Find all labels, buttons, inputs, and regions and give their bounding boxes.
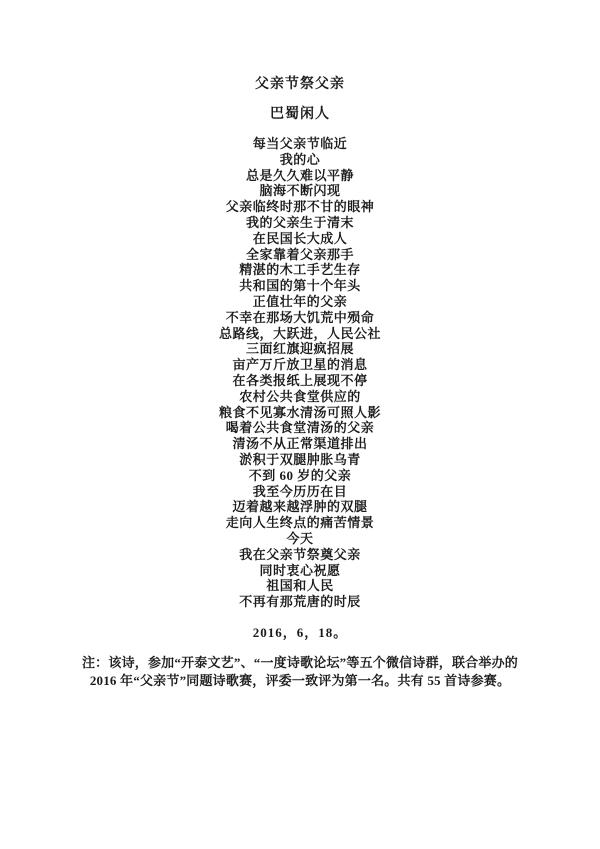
poem-line: 共和国的第十个年头 [239, 278, 361, 294]
poem-date: 2016，6，18。 [252, 624, 348, 640]
poem-line: 总是久久难以平静 [245, 167, 354, 183]
poem-line: 同时衷心祝愿 [259, 562, 341, 578]
poem-line: 全家靠着父亲那手 [245, 246, 354, 262]
poem-line: 我的心 [279, 151, 321, 167]
poem-line: 父亲临终时那不甘的眼神 [225, 199, 375, 215]
poem-line: 走向人生终点的痛苦情景 [225, 515, 375, 531]
poem-line: 祖国和人民 [266, 578, 334, 594]
poem-line: 喝着公共食堂清汤的父亲 [225, 420, 375, 436]
poem-line: 迈着越来越浮肿的双腿 [232, 499, 368, 515]
poem-line: 不幸在那场大饥荒中殒命 [225, 309, 375, 325]
note-line-2: 2016 年“父亲节”同题诗歌赛，评委一致评为第一名。共有 55 首诗参赛。 [89, 673, 511, 689]
poem-line: 在各类报纸上展现不停 [232, 372, 368, 388]
poem-author: 巴蜀闲人 [270, 107, 330, 122]
poem-line: 每当父亲节临近 [252, 136, 348, 151]
poem-line: 粮食不见寡水清汤可照人影 [218, 404, 381, 420]
poem-body [0, 136, 600, 610]
poem-title: 父亲节祭父亲 [255, 77, 345, 92]
poem-line: 总路线，大跃进，人民公社 [218, 325, 381, 341]
note-line-1: 注：该诗，参加“开泰文艺”、“一度诗歌论坛”等五个微信诗群，联合举办的 [81, 654, 518, 670]
poem-line: 我在父亲节祭奠父亲 [239, 546, 361, 562]
poem-note [0, 654, 600, 691]
poem-line: 农村公共食堂供应的 [239, 388, 361, 404]
poem-line: 亩产万斤放卫星的消息 [232, 357, 368, 373]
poem-line: 不到 60 岁的父亲 [248, 467, 352, 483]
poem-line: 在民国长大成人 [252, 230, 348, 246]
poem-line: 我至今历历在目 [252, 483, 348, 499]
poem-line: 今天 [286, 530, 314, 546]
poem-line: 正值壮年的父亲 [252, 293, 348, 309]
poem-line: 三面红旗迎疯招展 [245, 341, 354, 357]
poem-line: 不再有那荒唐的时辰 [239, 594, 361, 610]
poem-line: 我的父亲生于清末 [245, 214, 354, 230]
poem-line: 脑海不断闪现 [259, 183, 341, 199]
poem-line: 精湛的木工手艺生存 [239, 262, 361, 278]
poem-line: 清汤不从正常渠道排出 [232, 436, 368, 452]
poem-line: 淤积于双腿肿胀乌青 [239, 451, 361, 467]
